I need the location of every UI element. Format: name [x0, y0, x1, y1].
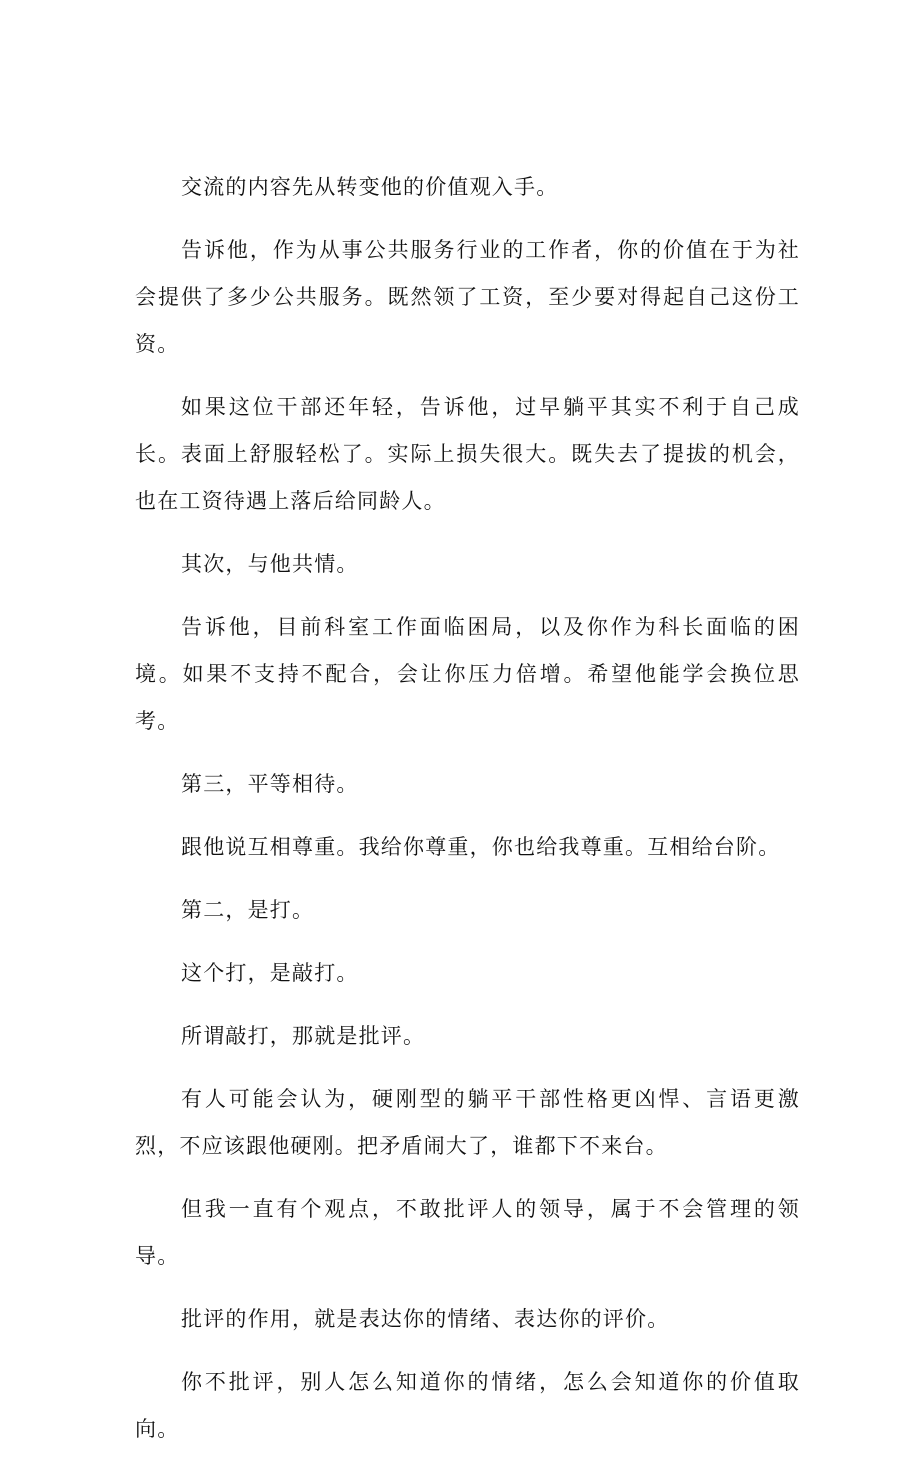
paragraph: 告诉他，作为从事公共服务行业的工作者，你的价值在于为社会提供了多少公共服务。既然领了工资，至少要对得起自己这份工资。: [135, 238, 800, 356]
paragraph: 如果这位干部还年轻，告诉他，过早躺平其实不利于自己成长。表面上舒服轻松了。实际上损失很大。既失去了提拔的机会，也在工资待遇上落后给同龄人。: [135, 395, 800, 513]
document-body: [135, 164, 800, 1469]
paragraph: 有人可能会认为，硬刚型的躺平干部性格更凶悍、言语更激烈，不应该跟他硬刚。把矛盾闹大了，谁都下不来台。: [135, 1087, 800, 1158]
paragraph: 所谓敲打，那就是批评。: [181, 1024, 426, 1048]
paragraph: 你不批评，别人怎么知道你的情绪，怎么会知道你的价值取向。: [135, 1370, 800, 1441]
paragraph: 第三，平等相待。: [181, 772, 359, 796]
paragraph: 批评的作用，就是表达你的情绪、表达你的评价。: [181, 1307, 670, 1331]
paragraph: 告诉他，目前科室工作面临困局，以及你作为科长面临的困境。如果不支持不配合，会让你压力倍增。希望他能学会换位思考。: [135, 615, 800, 733]
paragraph: 其次，与他共情。: [181, 552, 359, 576]
paragraph: 这个打，是敲打。: [181, 961, 359, 985]
paragraph: 第二，是打。: [181, 898, 315, 922]
paragraph: 但我一直有个观点，不敢批评人的领导，属于不会管理的领导。: [135, 1197, 800, 1268]
paragraph: 跟他说互相尊重。我给你尊重，你也给我尊重。互相给台阶。: [181, 835, 781, 859]
paragraph: 交流的内容先从转变他的价值观入手。: [181, 175, 559, 199]
